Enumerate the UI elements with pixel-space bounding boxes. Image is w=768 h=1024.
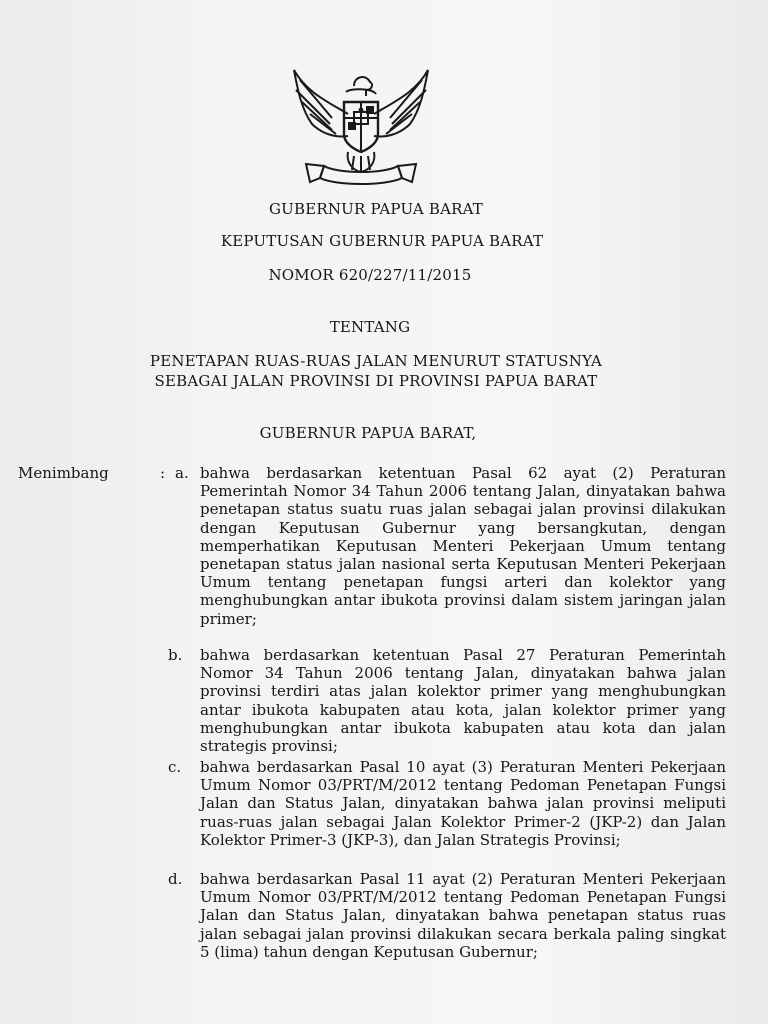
decree-subject-line-1: PENETAPAN RUAS-RUAS JALAN MENURUT STATUSNYA [149,352,603,370]
considering-item-b: bahwa berdasarkan ketentuan Pasal 27 Peraturan Pemerintah Nomor 34 Tahun 2006 tentang Jalan, dinyatakan bahwa jalan provinsi terdiri atas jalan kolektor primer yang menghubungkan antar ibukota kabupaten atau kota, jalan kolektor primer yang menghubungkan antar ibukota kabupaten atau kota dan jalan strategis provinsi; [200,646,726,756]
item-letter-d: d. [168,870,183,888]
about-heading: TENTANG [329,318,411,336]
issuer-title: GUBERNUR PAPUA BARAT [268,200,484,218]
considering-item-a: bahwa berdasarkan ketentuan Pasal 62 ayat (2) Peraturan Pemerintah Nomor 34 Tahun 2006 tentang Jalan, dinyatakan bahwa penetapan status suatu ruas jalan sebagai jalan provinsi dilakukan dengan Keputusan Gubernur yang bersangkutan, dengan memperhatikan Keputusan Menteri Pekerjaan Umum tentang penetapan status jalan nasional serta Keputusan Menteri Pekerjaan Umum tentang penetapan fungsi arteri dan kolektor yang menghubungkan antar ibukota provinsi dalam sistem jaringan jalan primer; [200,464,726,628]
item-letter-c: c. [168,758,182,776]
considering-item-c: bahwa berdasarkan Pasal 10 ayat (3) Peraturan Menteri Pekerjaan Umum Nomor 03/PRT/M/2012 tentang Pedoman Penetapan Fungsi Jalan dan Status Jalan, dinyatakan bahwa jalan provinsi meliputi ruas-ruas jalan sebagai Jalan Kolektor Primer-2 (JKP-2) dan Jalan Kolektor Primer-3 (JKP-3), dan Jalan Strategis Provinsi; [200,758,726,849]
governor-salutation: GUBERNUR PAPUA BARAT, [259,424,477,442]
considering-colon: : [160,464,166,482]
garuda-emblem-icon [288,62,434,194]
item-letter-b: b. [168,646,183,664]
item-letter-a: a. [175,464,189,482]
decree-title: KEPUTUSAN GUBERNUR PAPUA BARAT [220,232,544,250]
considering-item-d: bahwa berdasarkan Pasal 11 ayat (2) Peraturan Menteri Pekerjaan Umum Nomor 03/PRT/M/2012 tentang Pedoman Penetapan Fungsi Jalan dan Status Jalan, dinyatakan bahwa penetapan status ruas jalan sebagai jalan provinsi dilakukan secara berkala paling singkat 5 (lima) tahun dengan Keputusan Gubernur; [200,870,726,961]
considering-label: Menimbang [18,464,109,482]
decree-number: NOMOR 620/227/11/2015 [268,266,472,284]
decree-subject-line-2: SEBAGAI JALAN PROVINSI DI PROVINSI PAPUA BARAT [154,372,598,390]
